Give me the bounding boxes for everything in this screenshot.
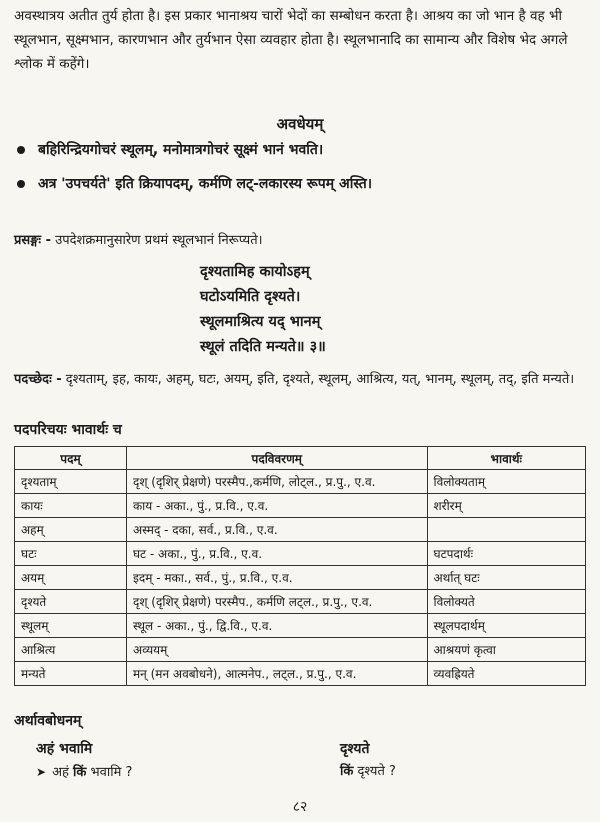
table-row [15,518,586,542]
padaccheda-line [14,369,586,390]
cell-meaning: आश्रयणं कृत्वा [427,638,586,662]
header-bhavarthah: भावार्थः [427,447,586,470]
exercise-right [340,737,396,783]
question-suffix: भवामि ? [90,765,133,780]
cell-word: घटः [15,542,127,566]
prasanga-text: उपदेशक्रमानुसारेण प्रथमं स्थूलभानं निरूप्यते। [55,233,263,248]
padaccheda-label: पदच्छेदः - [14,372,62,387]
table-row [15,542,586,566]
cell-analysis: स्थूल - अका., पुं., द्वि.वि., ए.व. [126,614,427,638]
avadheyam-list [14,140,586,208]
cell-meaning: शरीरम् [427,494,586,518]
exercise-left-heading: अहं भवामि [36,741,93,757]
cell-analysis: अव्ययम् [126,638,427,662]
paricaya-title: पदपरिचयः भावार्थः च [14,422,122,438]
header-padavivaranam: पदविवरणम् [126,447,427,470]
cell-analysis: मन् (मन अवबोधने), आत्मनेप., लट्ल., प्र.पु., ए.व. [126,662,427,686]
cell-meaning: स्थूलपदार्थम् [427,614,586,638]
cell-word: दृश्यते [15,590,127,614]
cell-meaning: घटपदार्थः [427,542,586,566]
avadheyam-heading: अवधेयम् [276,115,324,133]
verse-line-3: स्थूलमाश्रित्य यद् भानम् [200,314,321,330]
cell-analysis: अस्मद् - दका, सर्व., प्र.वि., ए.व. [126,518,427,542]
table-row [15,566,586,590]
cell-analysis: इदम् - मका., सर्व., पुं., प्र.वि., ए.व. [126,566,427,590]
cell-meaning: विलोक्यते [427,590,586,614]
padaccheda-text: दृश्यताम्, इह, कायः, अहम्, घटः, अयम्, इति, दृश्यते, स्थूलम्, आश्रित्य, यत्, भानम्, स्थूलम्, तद्, इति मन्यते। [65,372,575,387]
cell-analysis: काय - अका., पुं., प्र.वि., ए.व. [126,494,427,518]
question-word: किं [340,764,354,779]
cell-meaning: विलोक्यताम् [427,470,586,494]
question-suffix: दृश्यते ? [357,764,396,779]
cell-word: आश्रित्य [15,638,127,662]
exercise-right-question [340,761,396,783]
table-row [15,590,586,614]
cell-analysis: दृश् (दृशिर् प्रेक्षणे) परस्मैप., कर्मणि लट्ल., प्र.पु., ए.व. [126,590,427,614]
verse-line-1: दृश्यतामिह कायोऽहम् [200,264,310,280]
table-header-row [15,447,586,470]
cell-meaning: अर्थात् घटः [427,566,586,590]
table-row [15,614,586,638]
cell-word: अयम् [15,566,127,590]
cell-analysis: दृश् (दृशिर् प्रेक्षणे) परस्मैप.,कर्मणि, लोट्ल., प्र.पु., ए.व. [126,470,427,494]
exercise-left-question [36,761,132,784]
page-number: ८२ [292,799,308,815]
arrow-bullet-icon: ➤ [36,765,47,779]
prasanga-line [14,231,586,251]
cell-word: दृश्यताम् [15,470,127,494]
cell-word: अहम् [15,518,127,542]
cell-meaning: व्यवह्रियते [427,662,586,686]
table-row [15,494,586,518]
exercise-right-heading: दृश्यते [340,741,370,757]
word-analysis-table [14,446,586,686]
cell-word: कायः [15,494,127,518]
table-row [15,470,586,494]
avadheyam-bullet-1: बहिरिन्द्रियगोचरं स्थूलम्, मनोमात्रगोचरं सूक्ष्मं भानं भवति। [14,140,586,160]
verse-line-4: स्थूलं तदिति मन्यते॥ ३॥ [200,339,326,355]
cell-word: स्थूलम् [15,614,127,638]
intro-paragraph: अवस्थात्रय अतीत तुर्य होता है। इस प्रकार भानाश्रय चारों भेदों का सम्बोधन करता है। आश्रय का जो भान है वह भी स्थूलभान, सूक्ष्मभान, कारणभान और तुर्यभान ऐसा व्यवहार होता है। स्थूलभानादि का सामान्य और विशेष भेद अगले श्लोक में कहेंगे। [14,8,568,72]
arthavabodhanam-title: अर्थावबोधनम् [14,713,82,729]
verse-line-2: घटोऽयमिति दृश्यते। [200,289,301,305]
question-prefix: अहं [52,765,69,780]
header-padam: पदम् [15,447,127,470]
exercise-left [36,737,132,784]
cell-word: मन्यते [15,662,127,686]
prasanga-label: प्रसङ्गः - [14,233,51,248]
cell-analysis: घट - अका., पुं., प्र.वि., ए.व. [126,542,427,566]
table-row [15,662,586,686]
question-word: किं [73,765,87,780]
shloka-verse [200,260,540,360]
avadheyam-bullet-2: अत्र 'उपचर्यते' इति क्रियापदम्, कर्मणि लट्-लकारस्य रूपम् अस्ति। [14,174,586,194]
table-row [15,638,586,662]
cell-meaning [427,518,586,542]
